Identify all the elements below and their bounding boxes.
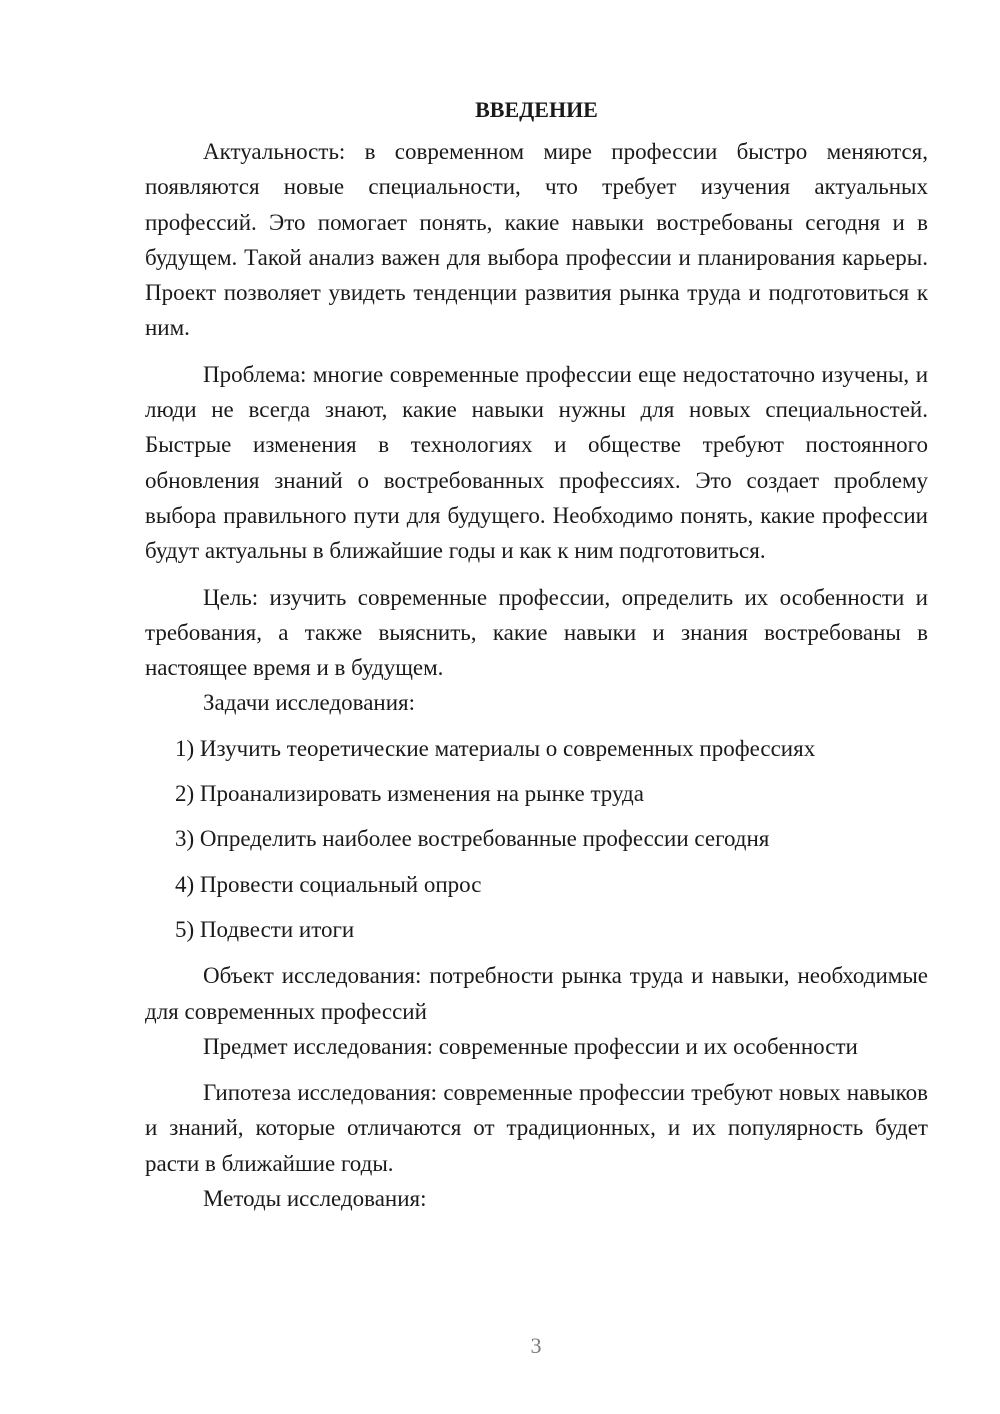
problem-paragraph: Проблема: многие современные профессии еще недостаточно изучены, и люди не всегда знают, какие навыки нужны для новых специальностей. Быстрые изменения в технологиях и обществе требуют постоянного обновления знаний о востребованных профессиях. Это создает проблему выбора правильного пути для будущего. Необходимо понять, какие профессии будут актуальны в ближайшие годы и как к ним подготовиться. xyxy=(145,361,928,564)
tasks-title: Задачи исследования: xyxy=(203,690,416,716)
list-item: 5) Подвести итоги xyxy=(175,916,355,942)
hypothesis-paragraph: Гипотеза исследования: современные профессии требуют новых навыков и знаний, которые отличаются от традиционных, и их популярность будет расти в ближайшие годы. xyxy=(145,1080,928,1176)
list-item: 1) Изучить теоретические материалы о современных профессиях xyxy=(175,735,816,761)
subject-paragraph: Предмет исследования: современные профессии и их особенности xyxy=(203,1033,858,1059)
object-paragraph: Объект исследования: потребности рынка труда и навыки, необходимые для современных профессий xyxy=(145,963,928,1024)
tasks-list xyxy=(145,731,928,947)
list-item: 2) Проанализировать изменения на рынке труда xyxy=(175,781,644,807)
list-item: 4) Провести социальный опрос xyxy=(175,871,482,897)
page-content xyxy=(145,92,928,1216)
section-heading: ВВЕДЕНИЕ xyxy=(475,97,598,122)
list-item: 3) Определить наиболее востребованные профессии сегодня xyxy=(175,826,770,852)
methods-title: Методы исследования: xyxy=(203,1186,427,1212)
relevance-paragraph: Актуальность: в современном мире профессии быстро меняются, появляются новые специальности, что требует изучения актуальных профессий. Это помогает понять, какие навыки востребованы сегодня и в будущем. Такой анализ важен для выбора профессии и планирования карьеры. Проект позволяет увидеть тенденции развития рынка труда и подготовиться к ним. xyxy=(145,139,928,341)
goal-paragraph: Цель: изучить современные профессии, определить их особенности и требования, а также выяснить, какие навыки и знания востребованы в настоящее время и в будущем. xyxy=(145,584,928,681)
page-number: 3 xyxy=(530,1333,542,1358)
